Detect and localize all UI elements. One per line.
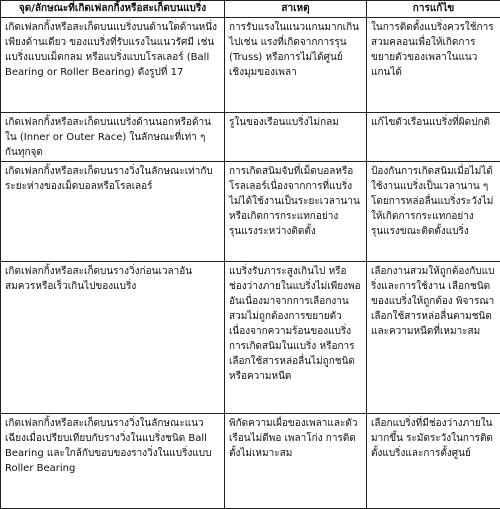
cell-characteristic xyxy=(1,162,225,262)
cell-cause xyxy=(225,262,367,414)
cause-text: แบริ่งรับภาระสูงเกินไป หรือช่องว่างภายในแบริ่งไม่เพียงพออันเนื่องมาจากการเลือกงานสวมไม่ถูกต้องการขยายตัวเนื่องจากความร้อนของแบริ่ง การเกิดสนิมในแบริ่ง หรือการเลือกใช้สารหล่อลื่นไม่ถูกชนิด หรือความหนืด xyxy=(229,266,361,382)
header-characteristic: จุด/ลักษณะที่เกิดเฟลกกิ้งหรือสะเก็ดบนแบริ่ง xyxy=(1,1,225,18)
characteristic-text: เกิดเฟลกกิ้งหรือสะเก็ดบนรางวิ่งในลักษณะแนวเฉียงเมื่อเปรียบเทียบกับรางวิ่งในแบริ่งชนิด Ball Bearing และใกล้กับขอบของรางวิ่งในแบริ่งแบบ Roller Bearing xyxy=(5,418,212,474)
cell-remedy xyxy=(367,162,500,262)
remedy-text: เลือกแบริ่งที่มีช่องว่างภายในมากขึ้น ระมัดระวังในการติดตั้งแบริ่งและการตั้งศูนย์ xyxy=(371,418,493,459)
header-row xyxy=(1,1,500,18)
cell-remedy xyxy=(367,113,500,162)
cell-cause xyxy=(225,414,367,509)
remedy-text: แก้ไขตัวเรือนแบริ่งที่ผิดปกติ xyxy=(371,117,490,128)
table-row xyxy=(1,113,500,162)
characteristic-text: เกิดเฟลกกิ้งหรือสะเก็ดบนแบริ่งด้านนอกหรือด้านใน (Inner or Outer Race) ในลักษณะที่เท่า ๆ กันทุกจุด xyxy=(5,117,211,158)
cause-text: การรับแรงในแนวแกนมากเกินไปเช่น แรงที่เกิดจากการรุน (Truss) หรือการไม่ได้ศูนย์เชิงมุมของเพลา xyxy=(229,22,359,78)
table-row xyxy=(1,162,500,262)
cause-text: การเกิดสนิมจับที่เม็ดบอลหรือโรลเลอร์เนื่องจากการที่แบริ่งไม่ได้ใช้งานเป็นระยะเวลานาน หรือเกิดการกระแทกอย่างรุนแรงระหว่างติดตั้ง xyxy=(229,166,360,237)
remedy-text: เลือกงานสวมให้ถูกต้องกับแบริ่งและการใช้งาน เลือกชนิดของแบริ่งให้ถูกต้อง พิจารณาเลือกใช้สารหล่อลื่นตามชนิดและความหนืดที่เหมาะสม xyxy=(371,266,495,337)
characteristic-text: เกิดเฟลกกิ้งหรือสะเก็ดบนแบริ่งบนด้านใดด้านหนึ่งเพียงด้านเดียว ของแบริ่งที่รับแรงในแนวรัศมี เช่นแบริ่งแบบเม็ดกลม หรือแบริ่งแบบโรลเลอร์ (Ball Bearing or Roller Bearing) ดังรูปที่ 17 xyxy=(5,22,217,78)
table-header xyxy=(1,1,500,18)
table-row xyxy=(1,18,500,113)
cause-text: พิกัดความเผื่อของเพลาและตัวเรือนไม่ดีพอ เพลาโก่ง การติดตั้งไม่เหมาะสม xyxy=(229,418,358,459)
header-remedy: การแก้ไข xyxy=(367,1,500,18)
remedy-text: ในการติดตั้งแบริ่งควรใช้การสวมคลอนเพื่อให้เกิดการขยายตัวของเพลาในแนวแกนได้ xyxy=(371,22,494,78)
cause-text: รูในของเรือนแบริ่งไม่กลม xyxy=(229,117,339,128)
cell-cause xyxy=(225,18,367,113)
characteristic-text: เกิดเฟลกกิ้งหรือสะเก็ดบนรางวิ่งก่อนเวลาอันสมควรหรือเร็วเกินไปของแบริ่ง xyxy=(5,266,193,292)
header-cause: สาเหตุ xyxy=(225,1,367,18)
cell-characteristic xyxy=(1,18,225,113)
table-body xyxy=(1,18,500,509)
cell-cause xyxy=(225,113,367,162)
table-row xyxy=(1,414,500,509)
characteristic-text: เกิดเฟลกกิ้งหรือสะเก็ดบนรางวิ่งในลักษณะเท่ากับระยะห่างของเม็ดบอลหรือโรลเลอร์ xyxy=(5,166,213,192)
remedy-text: ป้องกันการเกิดสนิมเมื่อไม่ได้ใช้งานแบริ่งเป็นเวลานาน ๆ โดยการหล่อลื่นแบริ่งระวังไม่ให้เกิดการกระแทกอย่างรุนแรงขณะติดตั้งแบริ่ง xyxy=(371,166,494,237)
table-row xyxy=(1,262,500,414)
cell-characteristic xyxy=(1,262,225,414)
cell-cause xyxy=(225,162,367,262)
cell-characteristic xyxy=(1,113,225,162)
cell-remedy xyxy=(367,414,500,509)
cell-remedy xyxy=(367,262,500,414)
cell-remedy xyxy=(367,18,500,113)
cell-characteristic xyxy=(1,414,225,509)
